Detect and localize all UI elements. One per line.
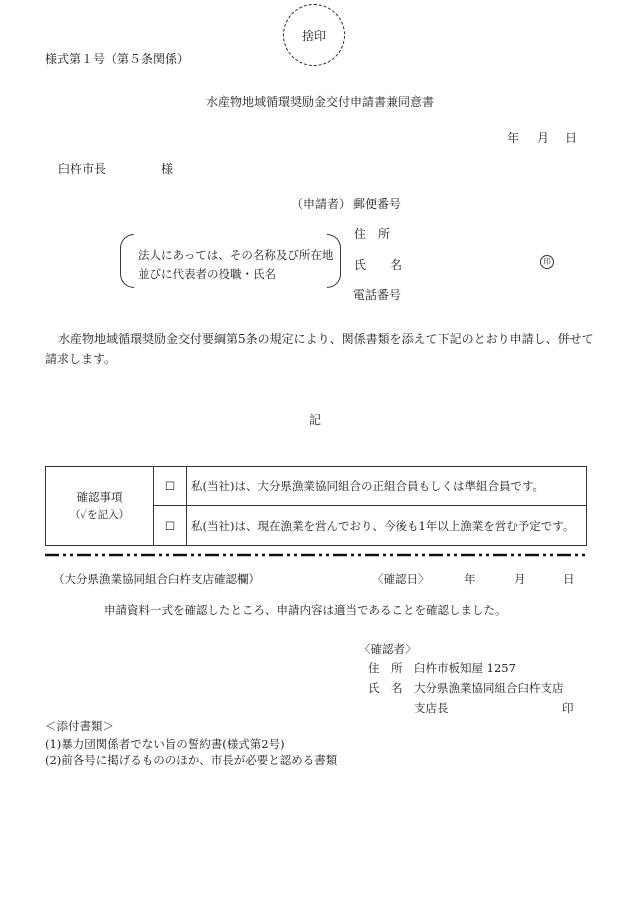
confirmer-address-value: 臼杵市板知屋 1257 xyxy=(414,661,516,675)
addressee-name: 臼杵市長 xyxy=(58,162,107,176)
confirmer-address-label: 住 所 xyxy=(368,661,403,675)
name-label: 氏 名 xyxy=(354,258,403,272)
confirmation-date-label: 〈確認日〉 xyxy=(372,572,430,586)
postal-code-label: 郵便番号 xyxy=(353,197,402,211)
checkbox-fishing[interactable]: ☐ xyxy=(154,506,187,546)
phone-label: 電話番号 xyxy=(353,288,402,302)
addressee-honorific: 様 xyxy=(161,162,174,176)
statement-fishing: 私(当社)は、現在漁業を営んでおり、今後も1年以上漁業を営む予定です。 xyxy=(187,506,587,546)
cut-line-divider xyxy=(45,553,587,557)
ki-marker: 記 xyxy=(309,413,322,427)
date-year-label: 年 xyxy=(507,131,520,145)
confirmer-name-value: 大分県漁業協同組合臼杵支店 xyxy=(414,681,564,695)
table-row xyxy=(46,467,587,506)
confirmation-year-label: 年 xyxy=(464,572,476,586)
document-title: 水産物地域循環奨励金交付申請書兼同意書 xyxy=(206,95,435,109)
attachments-heading: ＜添付書類＞ xyxy=(45,719,114,733)
date-day-label: 日 xyxy=(565,131,578,145)
confirmation-item-note: （✓を記入） xyxy=(69,508,130,521)
confirmer-label: 〈確認者〉 xyxy=(359,642,417,656)
attachment-item-1: (1)暴力団関係者でない旨の誓約書(様式第2号) xyxy=(45,737,285,751)
confirmer-name-label: 氏 名 xyxy=(368,681,403,695)
body-text-line2: 請求します。 xyxy=(45,352,117,366)
address-label: 住 所 xyxy=(354,227,391,241)
confirmation-day-label: 日 xyxy=(563,572,575,586)
branch-manager-label: 支店長 xyxy=(414,701,449,715)
attachment-item-2: (2)前各号に掲げるもののほか、市長が必要と認める書類 xyxy=(45,753,338,767)
seal-mark: 印 xyxy=(540,255,554,269)
discard-seal-label: 捨印 xyxy=(301,29,326,43)
confirmation-statement: 申請資料一式を確認したところ、申請内容は適当であることを確認しました。 xyxy=(104,603,507,617)
confirmation-item-label: 確認事項 xyxy=(76,490,123,505)
applicant-role-label: （申請者） xyxy=(291,197,352,211)
confirmation-table xyxy=(45,466,587,546)
checkbox-member[interactable]: ☐ xyxy=(154,467,187,506)
corporate-note-line2: 並びに代表者の役職・氏名 xyxy=(138,267,276,281)
statement-member: 私(当社)は、大分県漁業協同組合の正組合員もしくは準組合員です。 xyxy=(187,467,587,506)
note-left-bracket xyxy=(120,234,134,288)
corporate-note-line1: 法人にあっては、その名称及び所在地 xyxy=(138,248,334,262)
confirmation-item-cell xyxy=(46,467,154,546)
confirmation-month-label: 月 xyxy=(514,572,526,586)
date-month-label: 月 xyxy=(537,131,550,145)
branch-seal-mark: 印 xyxy=(562,701,574,715)
branch-section-title: （大分県漁業協同組合臼杵支店確認欄） xyxy=(53,572,260,586)
body-text-line1: 水産物地域循環奨励金交付要綱第5条の規定により、関係書類を添えて下記のとおり申請し、併せて xyxy=(58,332,594,346)
form-number: 様式第１号（第５条関係） xyxy=(45,52,190,66)
